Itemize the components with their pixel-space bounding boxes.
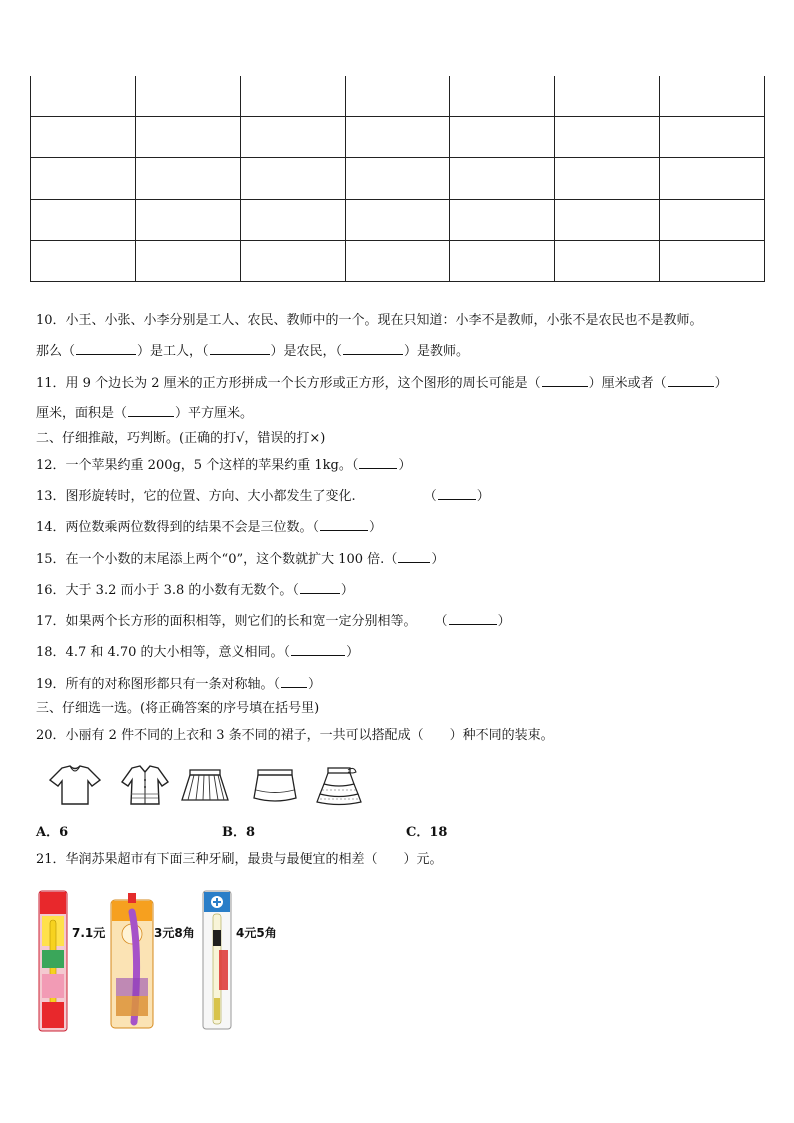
answer-blank[interactable] <box>398 551 430 563</box>
answer-blank[interactable] <box>359 457 397 469</box>
answer-blank[interactable] <box>210 343 270 355</box>
toothbrush-3-image <box>202 890 232 1030</box>
price-label-3: 4元5角 <box>236 926 277 940</box>
answer-grid <box>30 76 765 282</box>
section-3-heading: 三、仔细选一选。(将正确答案的序号填在括号里) <box>36 701 320 716</box>
answer-blank[interactable] <box>343 343 403 355</box>
answer-blank[interactable] <box>281 676 307 688</box>
question-11-line1: 11．用 9 个边长为 2 厘米的正方形拼成一个长方形或正方形，这个图形的周长可能是（ ）厘米或者（ ） <box>36 376 728 391</box>
question-10-line2: 那么（ ）是工人，（ ）是农民，（ ）是教师。 <box>36 344 470 359</box>
answer-blank[interactable] <box>300 582 340 594</box>
answer-blank[interactable] <box>291 644 345 656</box>
question-17: 17．如果两个长方形的面积相等，则它们的长和宽一定分别相等。 （ ） <box>36 614 511 629</box>
section-2-heading: 二、仔细推敲，巧判断。(正确的打√，错误的打×) <box>36 431 326 446</box>
question-16: 16．大于 3.2 而小于 3.8 的小数有无数个。（ ） <box>36 583 354 598</box>
shirt-1-image <box>48 764 102 806</box>
question-10-line1: 10．小王、小张、小李分别是工人、农民、教师中的一个。现在只知道：小李不是教师，小张不是农民也不是教师。 <box>36 313 703 328</box>
question-11-line2: 厘米，面积是（ ）平方厘米。 <box>36 406 254 421</box>
choice-c[interactable]: C．18 <box>406 825 448 840</box>
answer-blank[interactable] <box>76 343 136 355</box>
question-21: 21．华润苏果超市有下面三种牙刷，最贵与最便宜的相差（ ）元。 <box>36 852 443 867</box>
toothbrush-1-image <box>38 890 68 1032</box>
price-label-1: 7.1元 <box>72 926 106 940</box>
answer-blank[interactable] <box>128 405 174 417</box>
price-label-2: 3元8角 <box>154 926 195 940</box>
question-14: 14．两位数乘两位数得到的结果不会是三位数。（ ） <box>36 520 383 535</box>
choice-a[interactable]: A．6 <box>36 825 69 840</box>
question-19: 19．所有的对称图形都只有一条对称轴。（ ） <box>36 677 322 692</box>
question-13: 13．图形旋转时，它的位置、方向、大小都发生了变化. （ ） <box>36 489 490 504</box>
choice-b[interactable]: B．8 <box>222 825 256 840</box>
skirt-2-image <box>248 764 302 806</box>
answer-blank[interactable] <box>449 613 497 625</box>
answer-blank[interactable] <box>320 519 368 531</box>
skirt-3-image <box>312 764 366 806</box>
question-12: 12．一个苹果约重 200g，5 个这样的苹果约重 1kg。（ ） <box>36 458 412 473</box>
answer-blank[interactable] <box>438 488 476 500</box>
question-18: 18．4.7 和 4.70 的大小相等，意义相同。（ ） <box>36 645 360 660</box>
question-20: 20．小丽有 2 件不同的上衣和 3 条不同的裙子，一共可以搭配成（ ）种不同的装束。 <box>36 728 554 743</box>
skirt-1-image <box>178 764 232 806</box>
answer-blank[interactable] <box>542 375 588 387</box>
shirt-2-image <box>118 764 172 806</box>
question-15: 15．在一个小数的末尾添上两个“0”，这个数就扩大 100 倍.（ ） <box>36 552 445 567</box>
toothbrush-2-image <box>110 892 154 1030</box>
answer-blank[interactable] <box>668 375 714 387</box>
